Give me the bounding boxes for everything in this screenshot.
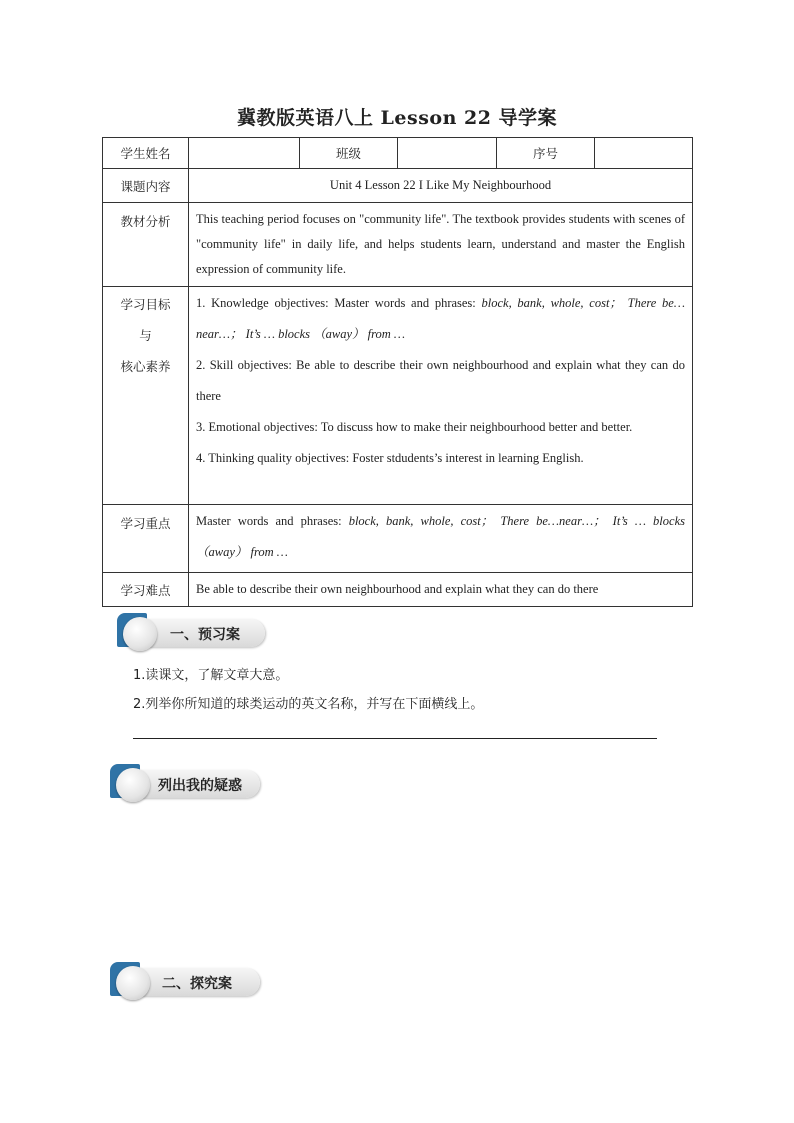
student-name-field[interactable] <box>189 138 300 169</box>
goals-label-line-3: 核心素养 <box>120 359 171 374</box>
seat-field[interactable] <box>595 138 693 169</box>
page-title: 冀教版英语八上 Lesson 22 导学案 <box>236 107 558 129</box>
section-header-preview <box>117 613 277 653</box>
info-table <box>102 137 693 607</box>
student-name-label: 学生姓名 <box>103 138 189 169</box>
section-label-doubts: 列出我的疑惑 <box>158 778 242 794</box>
analysis-label: 教材分析 <box>103 203 189 287</box>
class-field[interactable] <box>398 138 497 169</box>
key-points-phrases: block, bank, whole, cost； There be…near…； It’s … blocks （away） from … <box>196 514 685 559</box>
section-header-explore <box>110 962 270 1002</box>
key-points-prefix: Master words and phrases: <box>196 514 349 528</box>
table-row <box>103 138 693 169</box>
goals-label <box>103 287 189 505</box>
topic-label: 课题内容 <box>103 169 189 203</box>
preview-item-1: 1.读课文，了解文章大意。 <box>133 668 289 683</box>
section-circle-icon <box>123 617 157 651</box>
goal-knowledge-prefix: 1. Knowledge objectives: Master words and phrases: <box>196 296 482 310</box>
table-row <box>103 505 693 573</box>
table-row <box>103 573 693 607</box>
seat-label: 序号 <box>497 138 595 169</box>
difficulties-label: 学习难点 <box>103 573 189 607</box>
goals-content <box>189 287 693 505</box>
difficulties-value: Be able to describe their own neighbourhood and explain what they can do there <box>189 573 693 607</box>
section-header-doubts <box>110 764 270 804</box>
section-circle-icon <box>116 966 150 1000</box>
table-row <box>103 203 693 287</box>
section-circle-icon <box>116 768 150 802</box>
goal-emotional: 3. Emotional objectives: To discuss how to make their neighbourhood better and better. <box>196 420 633 434</box>
section-label-explore: 二、探究案 <box>162 976 232 992</box>
key-points-text <box>196 506 685 568</box>
goal-knowledge <box>196 288 685 350</box>
table-row <box>103 287 693 505</box>
analysis-value: This teaching period focuses on "community life". The textbook provides students with scenes of "community life" in daily life, and helps students learn, understand and master the English expression of community life. <box>189 203 693 287</box>
section-label-preview: 一、预习案 <box>170 627 240 643</box>
answer-line[interactable] <box>133 738 657 739</box>
goals-label-line-2: 与 <box>139 328 152 343</box>
table-row <box>103 169 693 203</box>
class-label: 班级 <box>300 138 398 169</box>
key-points-label: 学习重点 <box>103 505 189 573</box>
topic-value: Unit 4 Lesson 22 I Like My Neighbourhood <box>189 169 693 203</box>
key-points-content <box>189 505 693 573</box>
goal-skill: 2. Skill objectives: Be able to describe their own neighbourhood and explain what they can do there <box>196 358 685 403</box>
preview-item-2: 2.列举你所知道的球类运动的英文名称，并写在下面横线上。 <box>133 697 484 712</box>
goal-thinking: 4. Thinking quality objectives: Foster stdudents’s interest in learning English. <box>196 451 584 465</box>
goal-knowledge-phrases: block, bank, whole, cost； There be…near…； It’s … blocks （away） from … <box>196 296 685 341</box>
goals-label-line-1: 学习目标 <box>120 297 171 312</box>
